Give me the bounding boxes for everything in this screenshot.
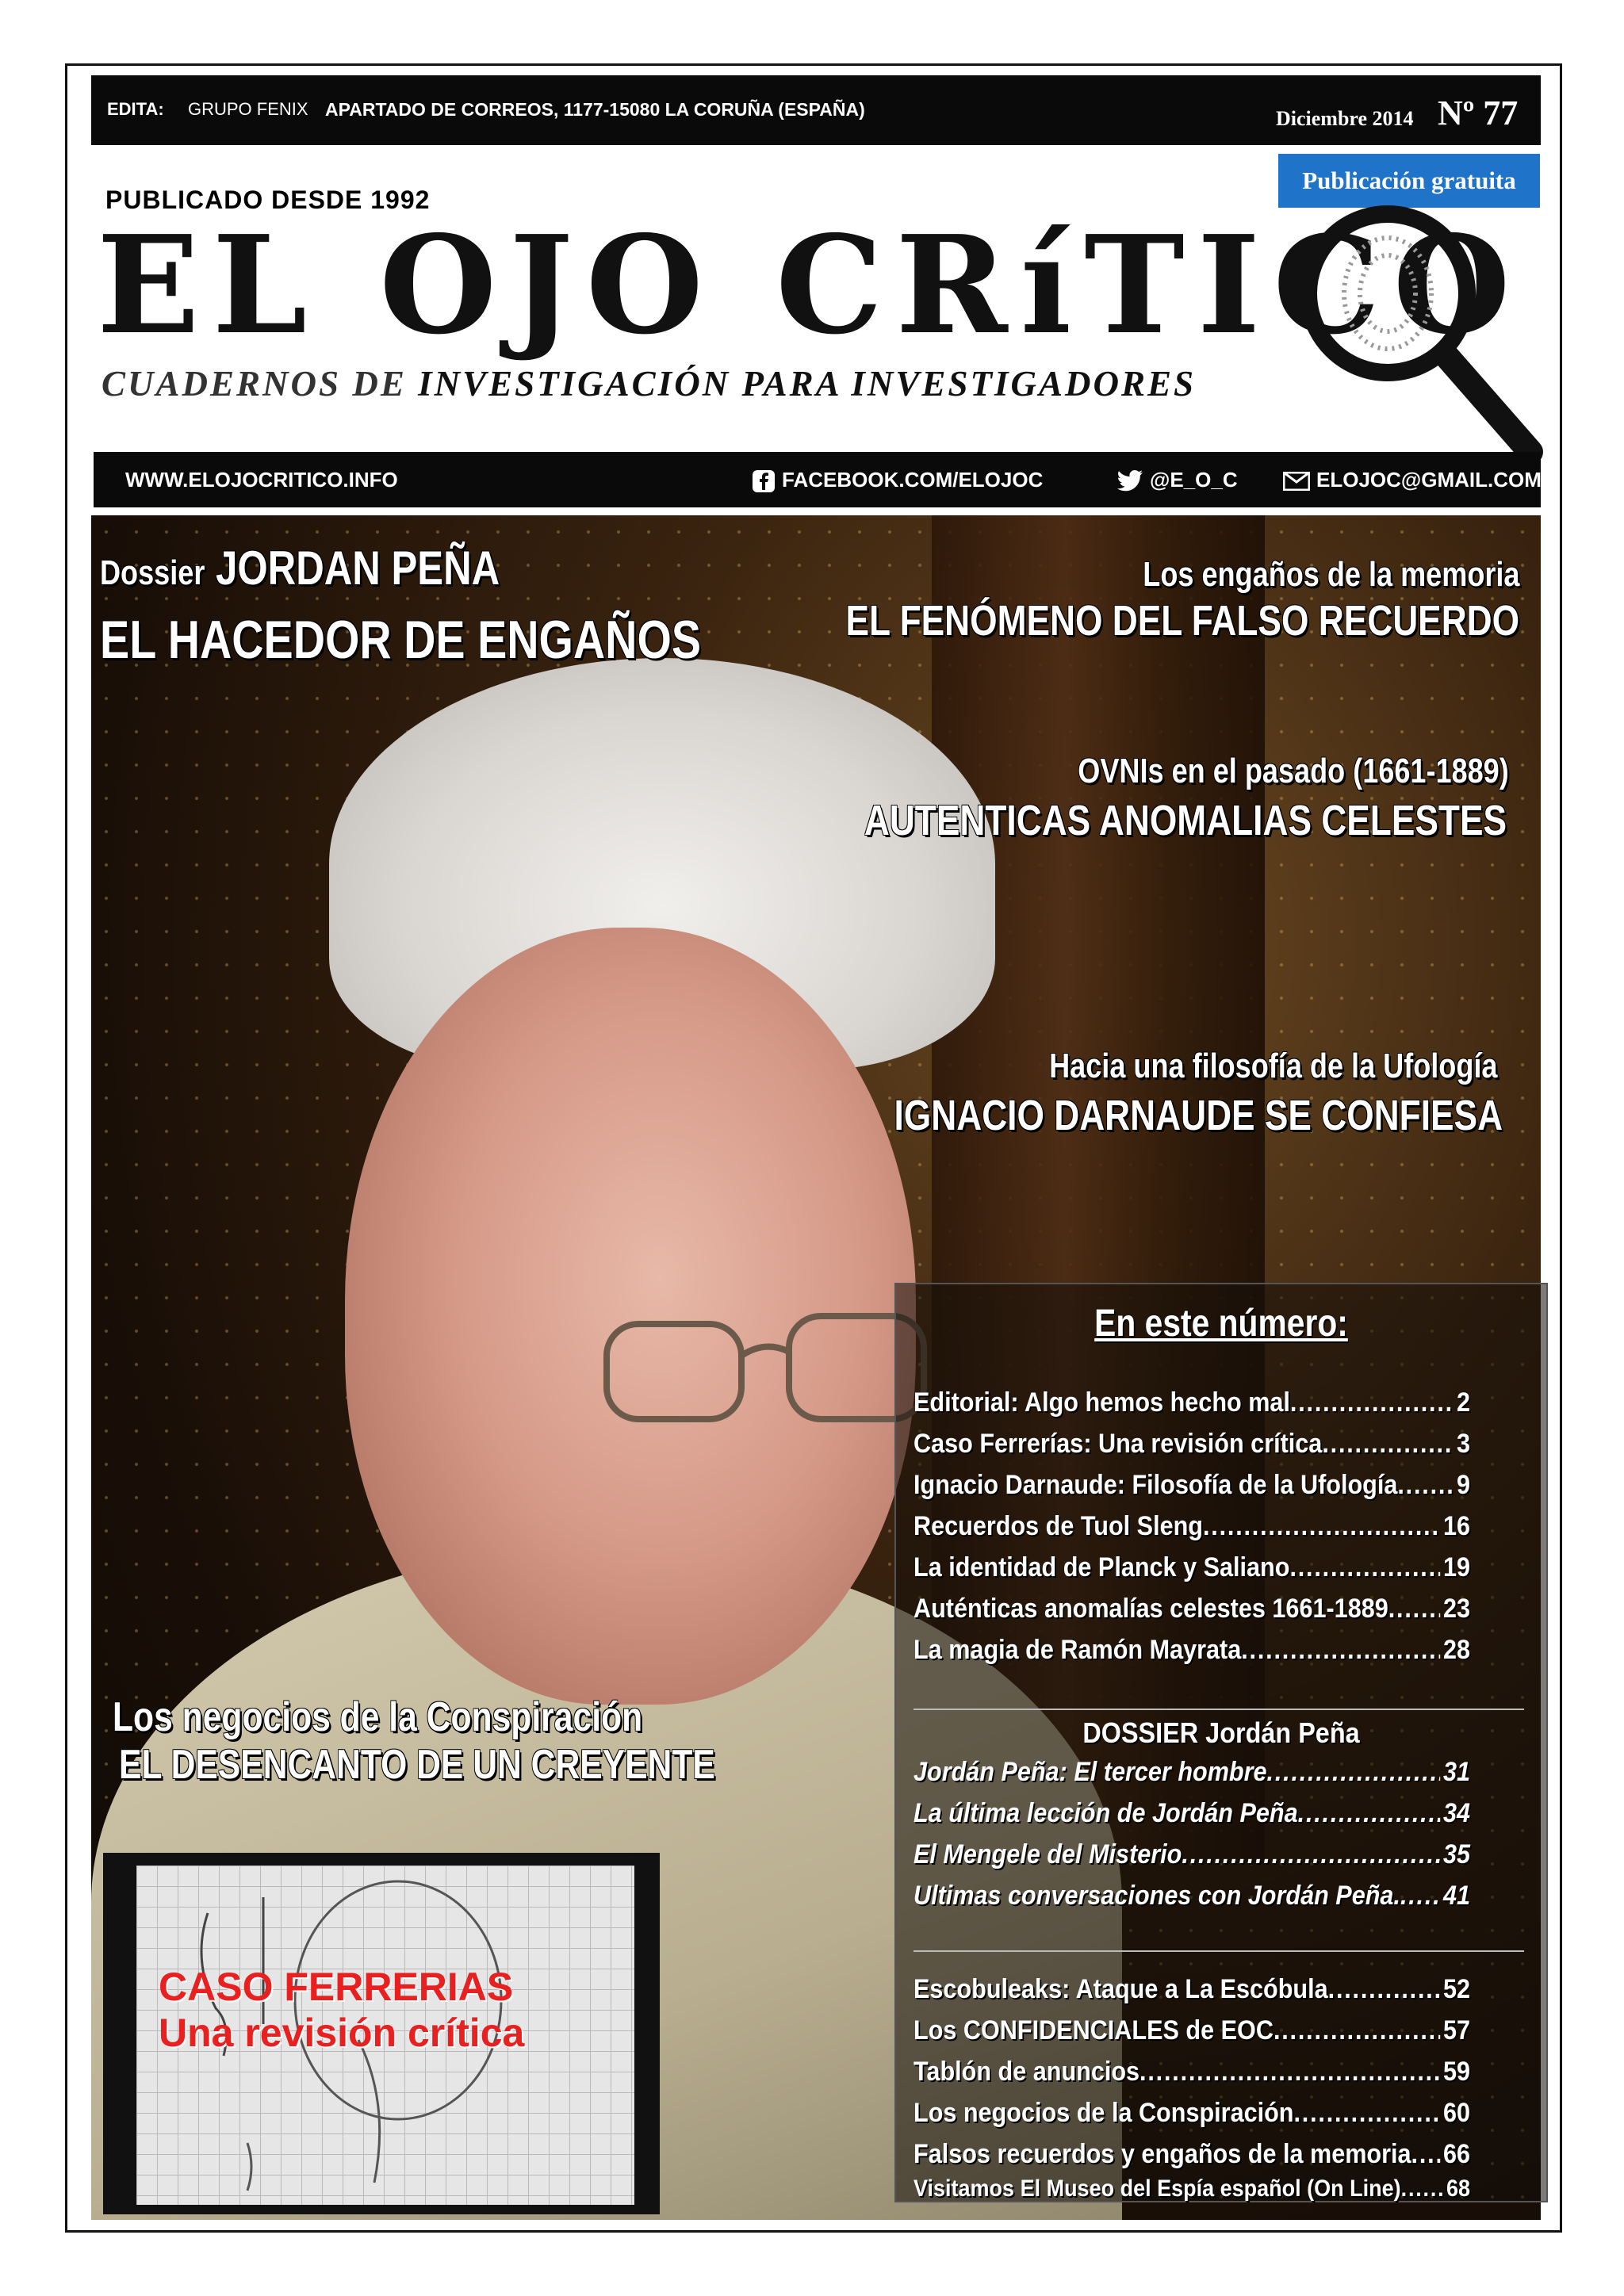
conspiracy-headline: EL DESENCANTO DE UN CREYENTE xyxy=(119,1742,715,1788)
toc-item-page: 52 xyxy=(1442,1974,1470,2004)
toc-item-page: 19 xyxy=(1442,1552,1470,1582)
facebook-text: FACEBOOK.COM/ELOJOC xyxy=(782,468,1044,492)
glasses-icon xyxy=(599,1308,932,1443)
toc-item-page: 3 xyxy=(1456,1429,1470,1459)
toc-item[interactable] xyxy=(914,2139,1470,2170)
toc-item[interactable] xyxy=(914,1798,1470,1829)
contact-bar xyxy=(94,452,1541,507)
dossier-name: JORDAN PEÑA xyxy=(216,541,500,595)
toc-item[interactable] xyxy=(914,2015,1470,2046)
website-link[interactable]: WWW.ELOJOCRITICO.INFO xyxy=(125,468,398,492)
toc-item-page: 28 xyxy=(1442,1635,1470,1665)
subtitle-part2: INVESTIGACIÓN PARA INVESTIGADORES xyxy=(418,364,1197,404)
toc-item-page: 23 xyxy=(1442,1594,1470,1624)
toc-item-page: 35 xyxy=(1442,1839,1470,1869)
conspiracy-kicker: Los negocios de la Conspiración xyxy=(113,1694,643,1740)
twitter-icon xyxy=(1116,469,1143,493)
facebook-link[interactable] xyxy=(752,468,1043,493)
twitter-text: @E_O_C xyxy=(1150,468,1238,492)
toc-item[interactable] xyxy=(914,1635,1470,1666)
ovni-kicker: OVNIs en el pasado (1661-1889) xyxy=(1078,752,1509,790)
email-text: ELOJOC@GMAIL.COM xyxy=(1316,468,1542,492)
toc-item-label: Los CONFIDENCIALES de EOC xyxy=(914,2015,1274,2045)
edita-label: EDITA: xyxy=(107,99,164,119)
toc-item-page: 60 xyxy=(1442,2098,1470,2128)
toc-item-page: 59 xyxy=(1442,2057,1470,2087)
toc-item[interactable] xyxy=(914,1552,1470,1583)
inset-subtitle: Una revisión crítica xyxy=(159,2011,525,2055)
toc-divider xyxy=(914,1709,1524,1710)
toc-item-page: 2 xyxy=(1456,1387,1470,1418)
toc-item[interactable] xyxy=(914,1881,1470,1911)
toc-item-page: 68 xyxy=(1446,2175,1470,2202)
issue-date: Diciembre 2014 xyxy=(1276,107,1414,130)
toc-item[interactable] xyxy=(914,1839,1470,1870)
postal-address: APARTADO DE CORREOS, 1177-15080 LA CORUÑA (ESPAÑA) xyxy=(325,99,865,120)
table-of-contents xyxy=(894,1283,1548,2202)
subtitle-part1: CUADERNOS DE xyxy=(102,364,419,404)
ferrerias-inset xyxy=(103,1853,660,2214)
masthead-subtitle xyxy=(102,363,1196,404)
header-info-bar xyxy=(91,75,1541,145)
toc-item[interactable] xyxy=(914,1511,1470,1542)
toc-item-label: Escobuleaks: Ataque a La Escóbula xyxy=(914,1974,1328,2004)
publisher-name: GRUPO FENIX xyxy=(188,99,308,119)
magnifier-icon xyxy=(1285,190,1546,476)
toc-item-label: Falsos recuerdos y engaños de la memoria xyxy=(914,2139,1411,2169)
twitter-link[interactable] xyxy=(1116,468,1238,493)
toc-item-label: Ignacio Darnaude: Filosofía de la Ufología xyxy=(914,1470,1398,1500)
memory-kicker: Los engaños de la memoria xyxy=(1142,555,1519,594)
email-link[interactable] xyxy=(1283,468,1542,492)
toc-item-page: 41 xyxy=(1442,1881,1470,1911)
inset-title: CASO FERRERIAS xyxy=(159,1965,514,2009)
toc-item[interactable] xyxy=(914,1470,1470,1501)
philosophy-headline: IGNACIO DARNAUDE SE CONFIESA xyxy=(894,1092,1503,1139)
toc-item-label: La magia de Ramón Mayrata xyxy=(914,1635,1242,1665)
toc-item-label: Tablón de anuncios xyxy=(914,2057,1140,2087)
toc-item-page: 16 xyxy=(1442,1511,1470,1541)
toc-item-page: 66 xyxy=(1442,2139,1470,2169)
issue-number: Nº 77 xyxy=(1438,94,1519,132)
toc-item[interactable] xyxy=(914,1387,1470,1418)
published-since: PUBLICADO DESDE 1992 xyxy=(105,186,431,214)
toc-item-label: Visitamos El Museo del Espía español (On Line) xyxy=(914,2175,1401,2202)
dossier-subheadline: EL HACEDOR DE ENGAÑOS xyxy=(100,610,702,670)
toc-item-label: Recuerdos de Tuol Sleng xyxy=(914,1511,1203,1541)
toc-item-page: 31 xyxy=(1442,1757,1470,1787)
toc-item-label: Caso Ferrerías: Una revisión crítica xyxy=(914,1429,1323,1459)
free-publication-badge: Publicación gratuita xyxy=(1278,154,1540,208)
facebook-icon xyxy=(752,469,776,493)
toc-item-label: Jordán Peña: El tercer hombre xyxy=(914,1757,1267,1787)
memory-headline: EL FENÓMENO DEL FALSO RECUERDO xyxy=(845,597,1519,645)
toc-item-label: Ultimas conversaciones con Jordán Peña. xyxy=(914,1881,1400,1911)
envelope-icon xyxy=(1283,472,1310,491)
toc-item-label: Editorial: Algo hemos hecho mal xyxy=(914,1387,1290,1418)
toc-item-page: 57 xyxy=(1442,2015,1470,2045)
toc-item-page: 34 xyxy=(1442,1798,1470,1828)
toc-item-label: Auténticas anomalías celestes 1661-1889 xyxy=(914,1594,1388,1624)
toc-item[interactable] xyxy=(914,1757,1470,1788)
toc-item-page: 9 xyxy=(1456,1470,1470,1500)
masthead-title: EL OJO CRíTICO xyxy=(97,206,1523,365)
toc-item-label: El Mengele del Misterio xyxy=(914,1839,1182,1869)
toc-item-label: La última lección de Jordán Peña xyxy=(914,1798,1298,1828)
dossier-headline xyxy=(100,541,500,595)
ovni-headline: AUTENTICAS ANOMALIAS CELESTES xyxy=(864,797,1507,844)
toc-item[interactable] xyxy=(914,2057,1470,2087)
toc-title: En este número: xyxy=(1094,1303,1348,1345)
toc-item[interactable] xyxy=(914,1594,1470,1624)
toc-item[interactable] xyxy=(914,1974,1470,2005)
toc-item[interactable] xyxy=(914,2098,1470,2129)
philosophy-kicker: Hacia una filosofía de la Ufología xyxy=(1048,1047,1497,1085)
toc-dossier-header: DOSSIER Jordán Peña xyxy=(1082,1716,1360,1749)
toc-item-label: Los negocios de la Conspiración xyxy=(914,2098,1294,2128)
dossier-prefix: Dossier xyxy=(100,553,205,592)
toc-item-label: La identidad de Planck y Saliano xyxy=(914,1552,1290,1582)
toc-item[interactable] xyxy=(914,2175,1470,2202)
toc-divider xyxy=(914,1950,1524,1952)
toc-item[interactable] xyxy=(914,1429,1470,1460)
